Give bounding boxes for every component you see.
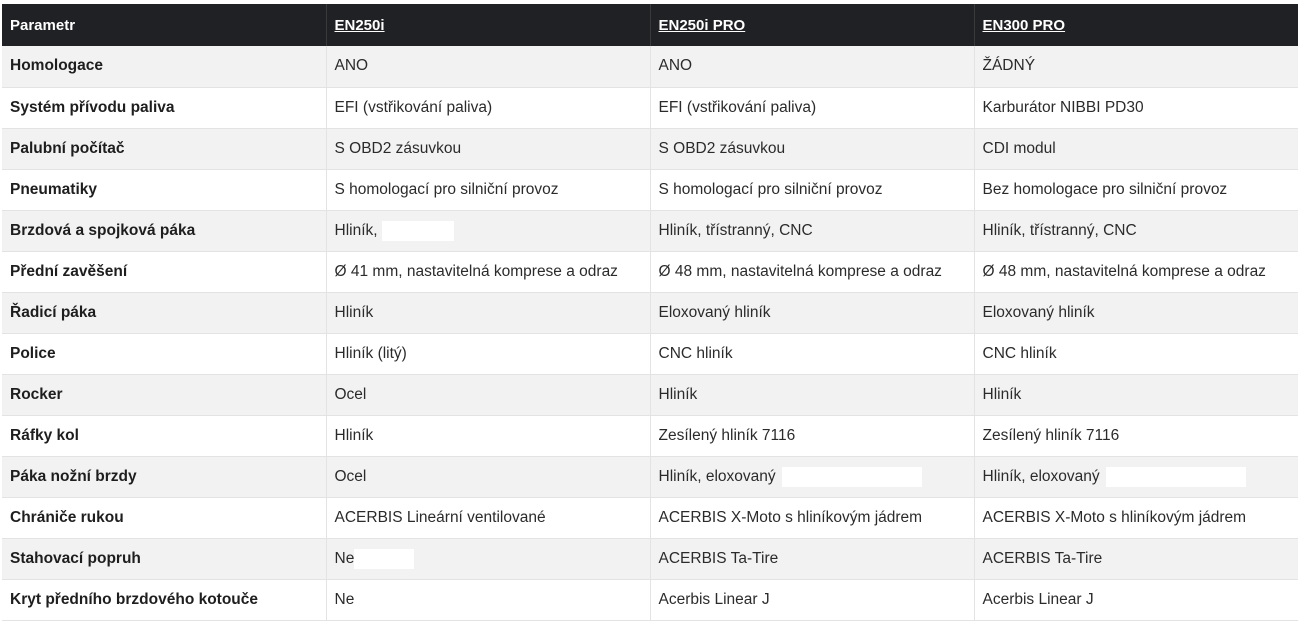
param-cell: Přední zavěšení: [2, 251, 326, 292]
table-row: [2, 374, 1298, 415]
value-cell: Ocel: [326, 456, 650, 497]
value-text: Hliník, eloxovaný: [658, 467, 776, 485]
header-en250i: [326, 4, 650, 46]
table-header-row: [2, 4, 1298, 46]
value-text: Hliník, eloxovaný: [982, 467, 1100, 485]
comparison-table-container: [2, 4, 1298, 621]
value-cell: ANO: [326, 46, 650, 87]
param-cell: Systém přívodu paliva: [2, 87, 326, 128]
comparison-table: [2, 4, 1298, 621]
param-cell: Palubní počítač: [2, 128, 326, 169]
param-cell: Homologace: [2, 46, 326, 87]
value-cell: Hliník (litý): [326, 333, 650, 374]
header-en250i-link[interactable]: EN250i: [334, 16, 385, 34]
value-cell: Acerbis Linear J: [650, 579, 974, 620]
value-cell: Hliník: [650, 374, 974, 415]
param-cell: Ráfky kol: [2, 415, 326, 456]
value-cell: S OBD2 zásuvkou: [326, 128, 650, 169]
header-en250i-pro-link[interactable]: EN250i PRO: [658, 16, 746, 34]
param-cell: Kryt předního brzdového kotouče: [2, 579, 326, 620]
header-en300-pro-link[interactable]: EN300 PRO: [982, 16, 1066, 34]
table-row: [2, 333, 1298, 374]
value-cell: Hliník, třístranný, CNC: [982, 221, 1137, 239]
table-row: [2, 87, 1298, 128]
value-cell: CDI modul: [982, 139, 1056, 157]
value-cell: [326, 210, 650, 251]
value-cell: ACERBIS Ta-Tire: [982, 549, 1103, 567]
table-row: [2, 210, 1298, 251]
value-cell: ŽÁDNÝ: [982, 57, 1036, 75]
table-row: [2, 456, 1298, 497]
table-row: [2, 415, 1298, 456]
value-cell: S OBD2 zásuvkou: [650, 128, 974, 169]
value-cell: Hliník, třístranný, CNC: [650, 210, 974, 251]
value-cell: Acerbis Linear J: [982, 590, 1094, 608]
value-text: Hliník,: [334, 221, 378, 239]
redacted-block: [782, 467, 922, 487]
value-cell: Ne: [326, 579, 650, 620]
value-cell: Zesílený hliník 7116: [650, 415, 974, 456]
param-cell: Police: [2, 333, 326, 374]
value-cell: Ø 41 mm, nastavitelná komprese a odraz: [326, 251, 650, 292]
table-row: [2, 46, 1298, 87]
table-row: [2, 128, 1298, 169]
header-parametr: Parametr: [2, 4, 326, 46]
value-cell: Zesílený hliník 7116: [982, 426, 1120, 444]
header-en250i-pro: [650, 4, 974, 46]
param-cell: Stahovací popruh: [2, 538, 326, 579]
value-cell: CNC hliník: [650, 333, 974, 374]
value-cell: Hliník: [326, 415, 650, 456]
value-text: Ne: [334, 549, 355, 567]
value-cell: Ocel: [326, 374, 650, 415]
param-cell: Chrániče rukou: [2, 497, 326, 538]
param-cell: Pneumatiky: [2, 169, 326, 210]
value-cell: Hliník: [326, 292, 650, 333]
value-cell: S homologací pro silniční provoz: [326, 169, 650, 210]
value-cell: ACERBIS Ta-Tire: [650, 538, 974, 579]
value-cell: EFI (vstřikování paliva): [326, 87, 650, 128]
param-cell: Brzdová a spojková páka: [2, 210, 326, 251]
value-cell: S homologací pro silniční provoz: [650, 169, 974, 210]
value-cell: [326, 538, 650, 579]
redacted-block: [1106, 467, 1246, 487]
value-cell: Eloxovaný hliník: [982, 303, 1095, 321]
value-cell: EFI (vstřikování paliva): [650, 87, 974, 128]
value-cell: [974, 456, 1298, 497]
value-cell: CNC hliník: [982, 344, 1057, 362]
param-cell: Páka nožní brzdy: [2, 456, 326, 497]
table-row: [2, 538, 1298, 579]
table-row: [2, 251, 1298, 292]
redacted-block: [354, 549, 414, 569]
table-row: [2, 579, 1298, 620]
value-cell: [650, 456, 974, 497]
value-cell: Karburátor NIBBI PD30: [982, 98, 1144, 116]
value-cell: Ø 48 mm, nastavitelná komprese a odraz: [982, 262, 1266, 280]
value-cell: Hliník: [982, 385, 1022, 403]
value-cell: Bez homologace pro silniční provoz: [982, 180, 1228, 198]
value-cell: ACERBIS X-Moto s hliníkovým jádrem: [650, 497, 974, 538]
table-row: [2, 292, 1298, 333]
redacted-block: [382, 221, 454, 241]
param-cell: Rocker: [2, 374, 326, 415]
param-cell: Řadicí páka: [2, 292, 326, 333]
value-cell: Ø 48 mm, nastavitelná komprese a odraz: [650, 251, 974, 292]
header-en300-pro: [974, 4, 1298, 46]
value-cell: ACERBIS X-Moto s hliníkovým jádrem: [982, 508, 1247, 526]
table-row: [2, 169, 1298, 210]
table-row: [2, 497, 1298, 538]
value-cell: ANO: [650, 46, 974, 87]
value-cell: ACERBIS Lineární ventilované: [326, 497, 650, 538]
value-cell: Eloxovaný hliník: [650, 292, 974, 333]
